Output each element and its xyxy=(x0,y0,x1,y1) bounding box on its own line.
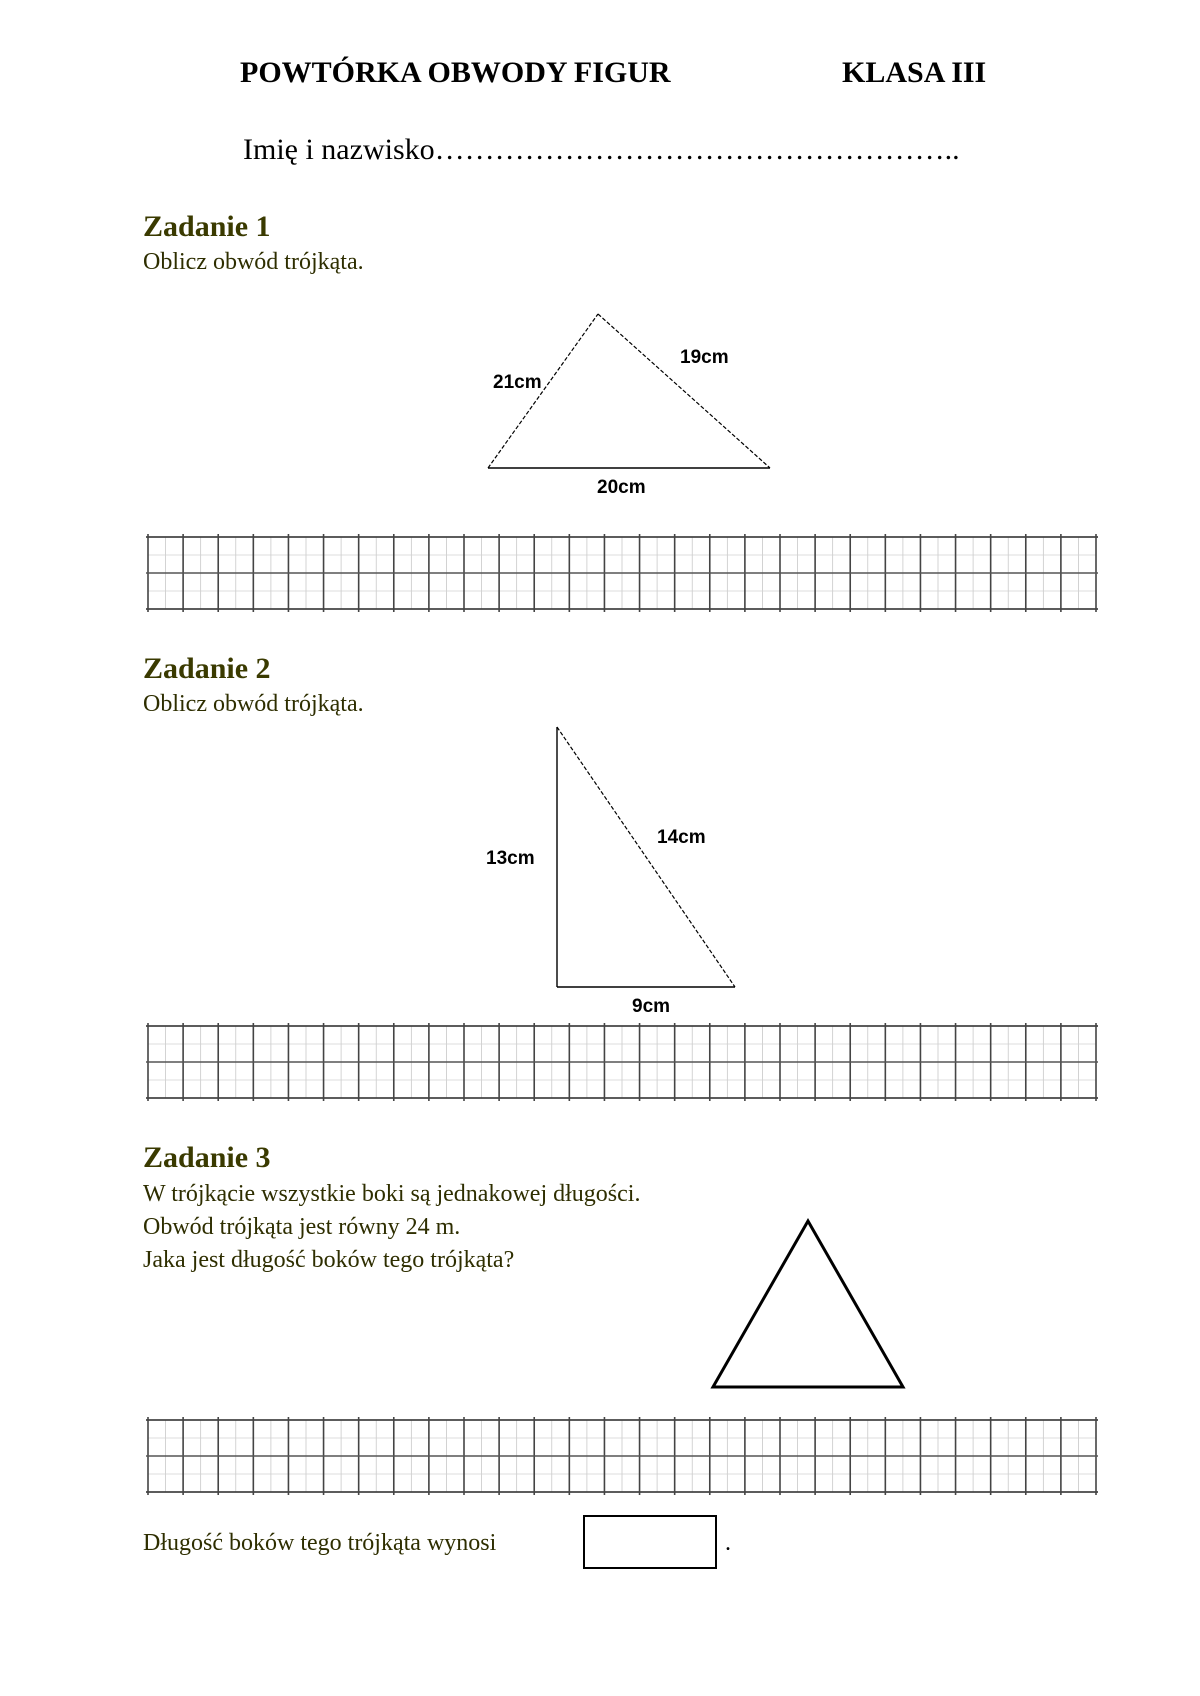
answer-period: . xyxy=(725,1530,731,1556)
task-1-title: Zadanie 1 xyxy=(143,210,271,243)
answer-sentence: Długość boków tego trójkąta wynosi xyxy=(143,1530,497,1556)
task-2-instruction: Oblicz obwód trójkąta. xyxy=(143,691,364,717)
task-1-instruction: Oblicz obwód trójkąta. xyxy=(143,249,364,275)
triangle-1-left-label: 21cm xyxy=(493,372,542,393)
task-3-title: Zadanie 3 xyxy=(143,1141,271,1174)
task-3-line-1: W trójkącie wszystkie boki są jednakowej długości. xyxy=(143,1181,641,1207)
task-3-line-2: Obwód trójkąta jest równy 24 m. xyxy=(143,1214,461,1240)
triangle-2-base-label: 9cm xyxy=(632,996,671,1017)
class-label: KLASA III xyxy=(842,56,987,89)
triangle-2-left-label: 13cm xyxy=(486,848,535,869)
task-2-title: Zadanie 2 xyxy=(143,652,271,685)
triangle-2-hyp-label: 14cm xyxy=(657,827,706,848)
worksheet-title: POWTÓRKA OBWODY FIGUR xyxy=(240,56,671,89)
answer-box[interactable] xyxy=(583,1515,717,1569)
triangle-1-base-label: 20cm xyxy=(597,477,646,498)
name-field-line[interactable]: Imię i nazwisko…………………………………………….. xyxy=(243,133,960,166)
triangle-1-right-label: 19cm xyxy=(680,347,729,368)
task-3-line-3: Jaka jest długość boków tego trójkąta? xyxy=(143,1247,515,1273)
